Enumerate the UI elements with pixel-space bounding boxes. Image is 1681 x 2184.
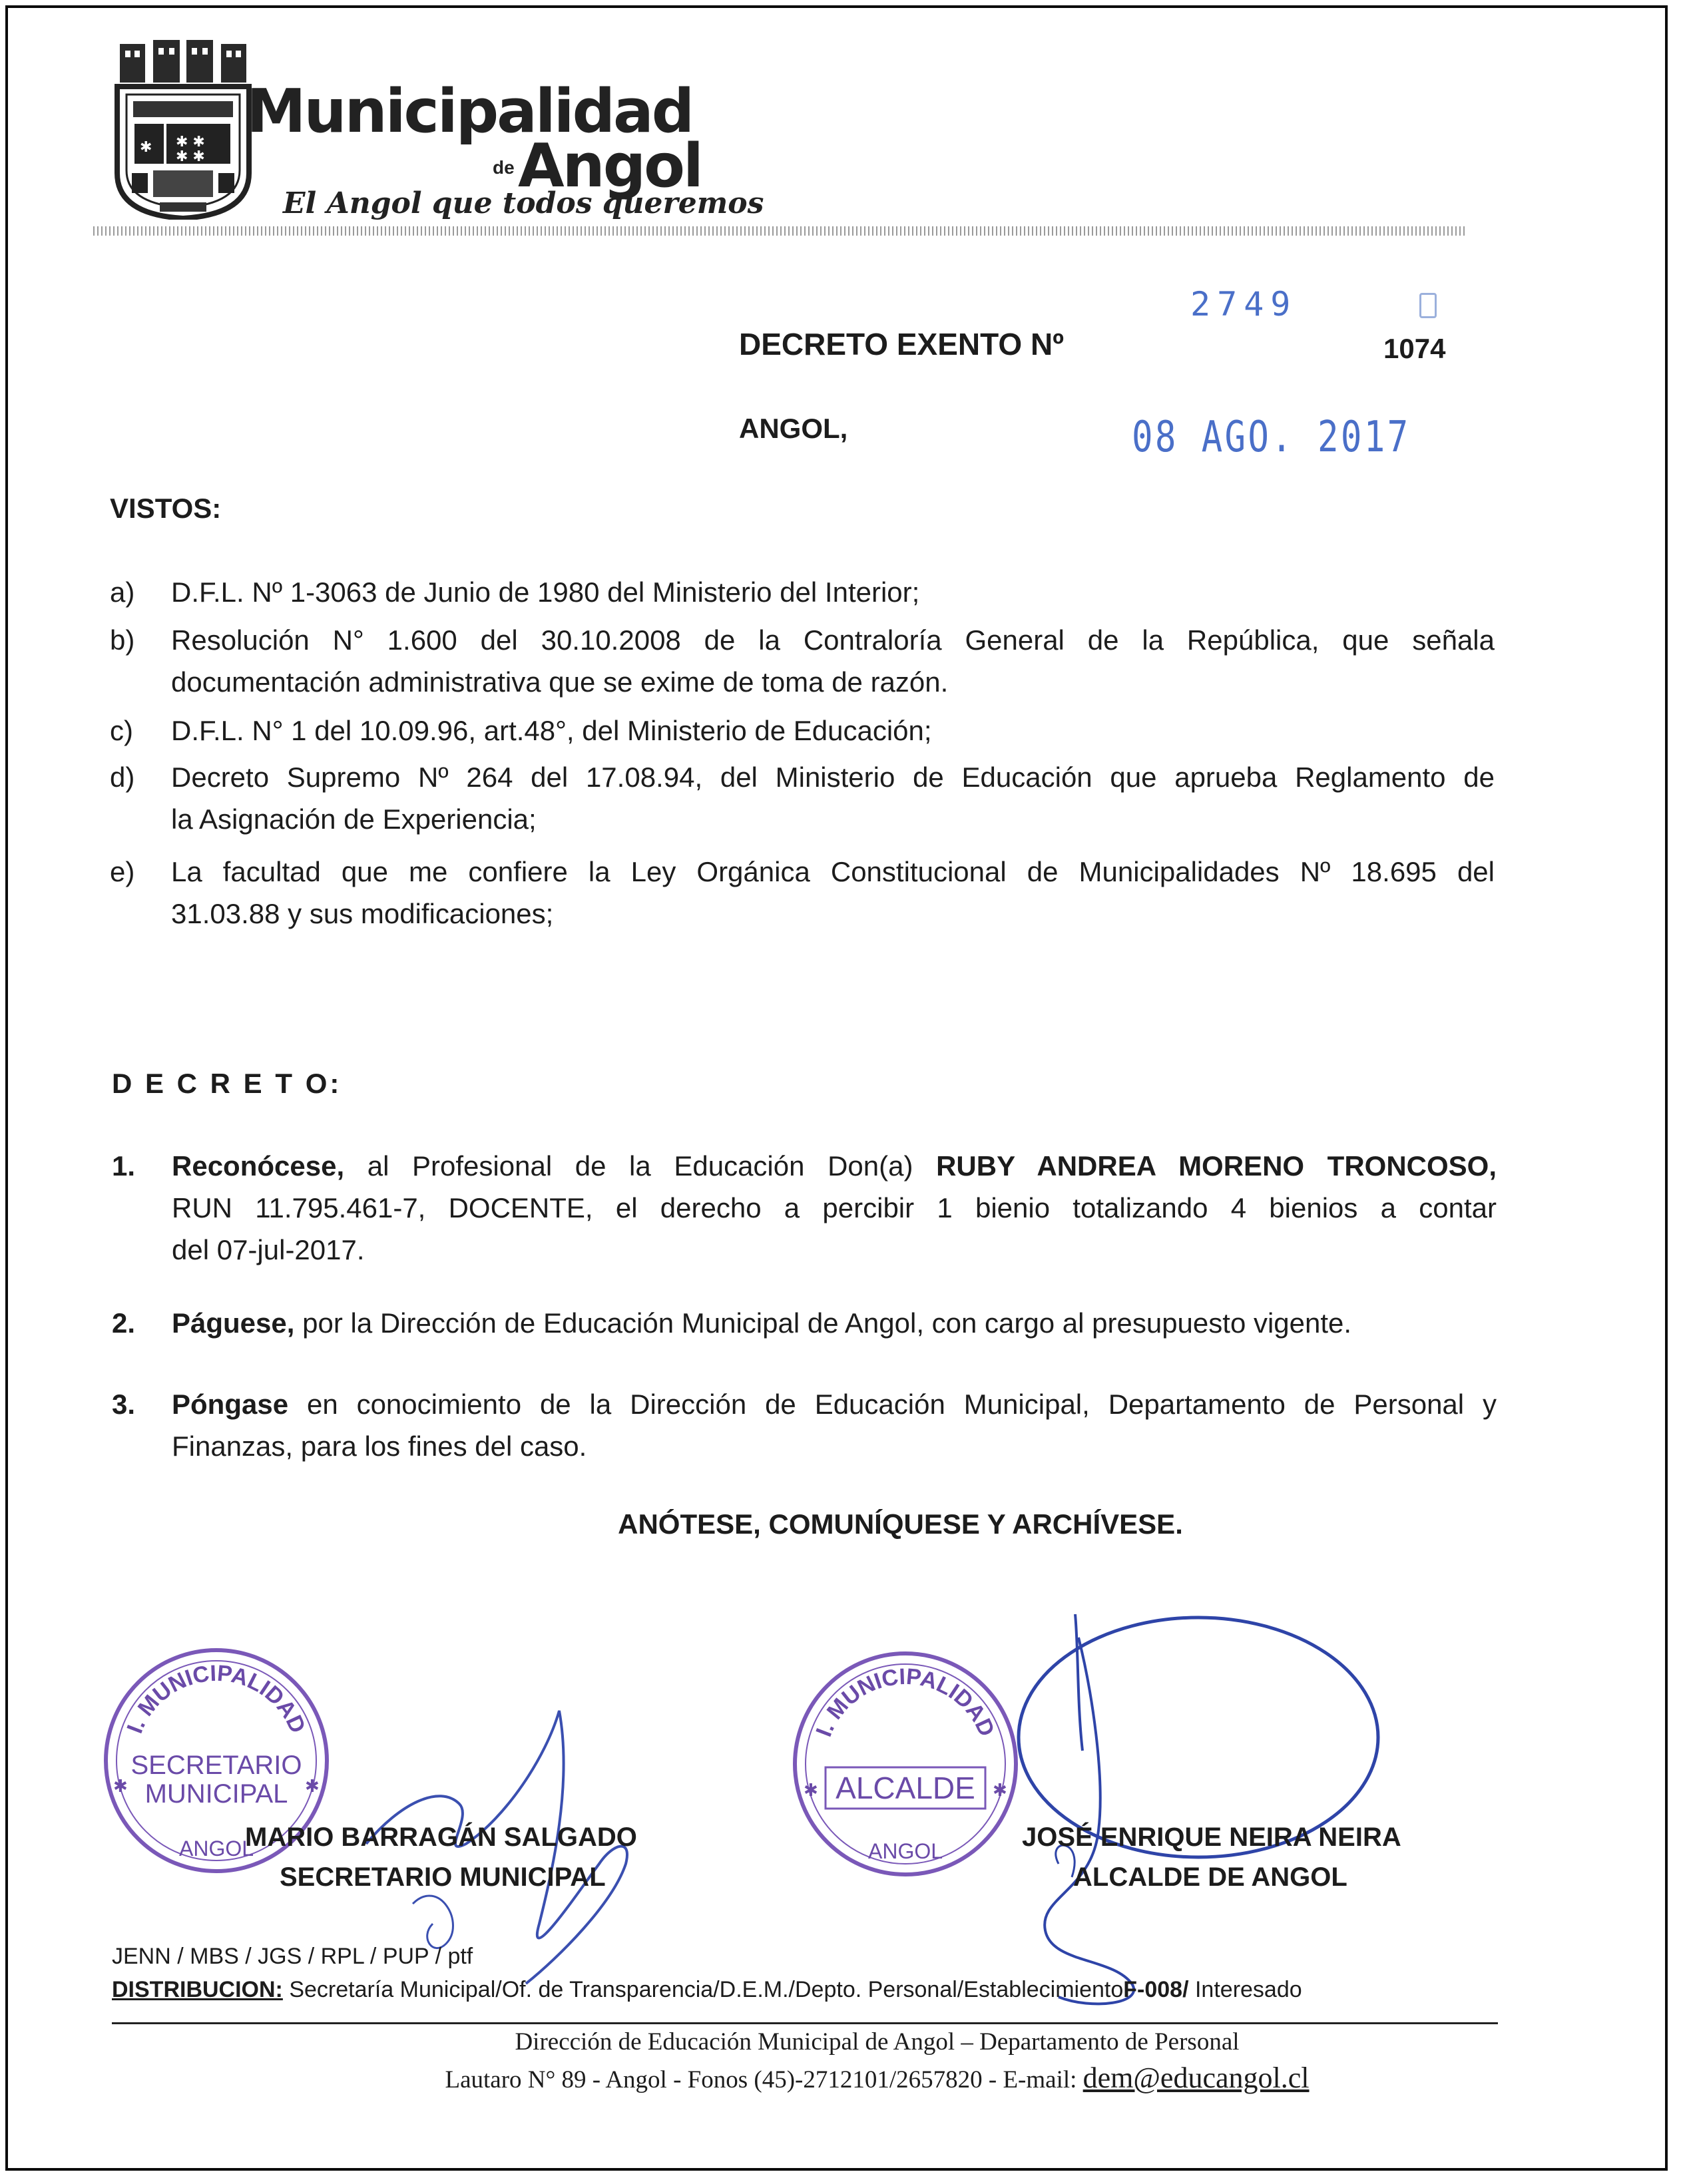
decreto-item-verb: Páguese, xyxy=(172,1307,295,1339)
handwritten-signature-mayor xyxy=(959,1611,1385,2010)
decree-stamp-number: 2749 xyxy=(1190,285,1298,324)
decreto-item-text: en conocimiento de la Dirección de Educación Municipal, Departamento de Personal y xyxy=(306,1389,1497,1420)
vistos-item-d xyxy=(110,756,1495,840)
decreto-item-number: 1. xyxy=(112,1150,136,1182)
decreto-item-2-line1 xyxy=(172,1302,1497,1344)
decreto-item-text: por la Dirección de Educación Municipal de Angol, con cargo al presupuesto vigente. xyxy=(302,1307,1352,1339)
footer-line-2 xyxy=(0,2061,1681,2095)
decreto-item-verb: Póngase xyxy=(172,1389,289,1420)
decreto-item-1 xyxy=(112,1145,1497,1271)
svg-text:✱: ✱ xyxy=(993,1781,1007,1801)
vistos-text: Resolución N° 1.600 del 30.10.2008 de la Contraloría General de la República, que señala xyxy=(171,624,1495,656)
decreto-item-number: 2. xyxy=(112,1307,136,1339)
date-stamp: 08 AGO. 2017 xyxy=(1132,413,1411,462)
seal-mid-text-2: MUNICIPAL xyxy=(144,1779,288,1809)
decreto-item-text: al Profesional de la Educación Don(a) xyxy=(367,1150,913,1182)
svg-text:✱ ✱: ✱ ✱ xyxy=(176,148,205,165)
vistos-letter: b) xyxy=(110,624,135,656)
svg-text:✱: ✱ xyxy=(113,1777,128,1797)
vistos-item-c xyxy=(110,710,1495,752)
decreto-item-3 xyxy=(112,1383,1497,1467)
decreto-item-2 xyxy=(112,1302,1497,1344)
decreto-item-3-line1 xyxy=(172,1383,1497,1425)
vistos-letter: a) xyxy=(110,576,135,608)
decreto-item-3-line2: Finanzas, para los fines del caso. xyxy=(172,1430,587,1462)
decree-number: 1074 xyxy=(1383,333,1446,364)
vistos-text: la Asignación de Experiencia; xyxy=(171,803,537,835)
svg-text:✱: ✱ xyxy=(140,139,152,156)
decreto-item-1-line3: del 07-jul-2017. xyxy=(172,1234,365,1265)
seal-top-text: I. MUNICIPALIDAD xyxy=(811,1663,1000,1741)
vistos-text: D.F.L. Nº 1-3063 de Junio de 1980 del Ministerio del Interior; xyxy=(171,576,920,608)
decreto-item-1-line1 xyxy=(172,1145,1497,1187)
seal-bottom-text: ANGOL xyxy=(867,1839,943,1863)
logo-slogan: El Angol que todos queremos xyxy=(283,186,764,220)
vistos-text: D.F.L. N° 1 del 10.09.96, art.48°, del Ministerio de Educación; xyxy=(171,715,932,746)
vistos-letter: c) xyxy=(110,715,133,746)
vistos-text: 31.03.88 y sus modificaciones; xyxy=(171,898,554,929)
logo-title-angol: Angol xyxy=(518,131,702,201)
mayor-name: JOSÉ ENRIQUE NEIRA NEIRA xyxy=(1022,1823,1401,1852)
closing-statement: ANÓTESE, COMUNÍQUESE Y ARCHÍVESE. xyxy=(618,1508,1183,1540)
city-label: ANGOL, xyxy=(739,413,848,444)
decreto-item-number: 3. xyxy=(112,1389,136,1420)
logo-title-municipalidad: Municipalidad xyxy=(246,77,693,146)
municipal-coat-of-arms xyxy=(113,40,253,220)
mayor-title: ALCALDE DE ANGOL xyxy=(1073,1862,1347,1892)
vistos-text: La facultad que me confiere la Ley Orgánica Constitucional de Municipalidades Nº 18.695 del xyxy=(171,856,1495,887)
vistos-heading: VISTOS: xyxy=(110,493,222,524)
seal-mid-text-1: SECRETARIO xyxy=(130,1751,302,1780)
footer-rule xyxy=(112,2022,1498,2024)
seal-bottom-text: ANGOL xyxy=(178,1837,254,1860)
svg-text:✱ ✱: ✱ ✱ xyxy=(176,134,205,150)
footer-line-1: Dirección de Educación Municipal de Angol – Departamento de Personal xyxy=(515,2028,1240,2056)
distribution-text-end: Interesado xyxy=(1194,1977,1302,2002)
distribution-label: DISTRIBUCION: xyxy=(112,1977,283,2002)
initials: JENN / MBS / JGS / RPL / PUP / ptf xyxy=(112,1944,473,1969)
stamp-mark-icon xyxy=(1419,293,1437,318)
footer-email-link[interactable]: dem@educangol.cl xyxy=(1082,2062,1310,2094)
vistos-text: documentación administrativa que se exime de toma de razón. xyxy=(171,666,949,698)
vistos-item-e xyxy=(110,851,1495,935)
vistos-letter: d) xyxy=(110,762,135,793)
distribution-code: F-008/ xyxy=(1123,1977,1189,2002)
secretary-title: SECRETARIO MUNICIPAL xyxy=(280,1862,606,1892)
decreto-heading: D E C R E T O: xyxy=(112,1068,342,1099)
teacher-name: RUBY ANDREA MORENO TRONCOSO, xyxy=(936,1150,1497,1182)
decreto-item-1-line2: RUN 11.795.461-7, DOCENTE, el derecho a percibir 1 bienio totalizando 4 bienios a contar xyxy=(172,1192,1497,1223)
logo-de: de xyxy=(493,157,515,178)
svg-text:✱: ✱ xyxy=(305,1777,320,1797)
footer-address: Lautaro N° 89 - Angol - Fonos (45)-2712101/2657820 - E-mail: xyxy=(445,2066,1077,2093)
vistos-letter: e) xyxy=(110,856,135,887)
secretary-name: MARIO BARRAGÁN SALGADO xyxy=(245,1823,637,1852)
vistos-item-b xyxy=(110,619,1495,703)
header-divider xyxy=(93,226,1465,236)
svg-text:✱: ✱ xyxy=(804,1781,818,1801)
seal-mid-text: ALCALDE xyxy=(836,1771,975,1805)
vistos-text: Decreto Supremo Nº 264 del 17.08.94, del Ministerio de Educación que aprueba Reglamento de xyxy=(171,762,1495,793)
vistos-item-a xyxy=(110,571,1495,613)
decree-label: DECRETO EXENTO Nº xyxy=(739,327,1064,361)
distribution-line xyxy=(112,1977,1302,2003)
distribution-text: Secretaría Municipal/Of. de Transparencia/D.E.M./Depto. Personal/Establecimiento xyxy=(289,1977,1124,2002)
decreto-item-verb: Reconócese, xyxy=(172,1150,345,1182)
seal-top-text: I. MUNICIPALIDAD xyxy=(122,1660,311,1737)
